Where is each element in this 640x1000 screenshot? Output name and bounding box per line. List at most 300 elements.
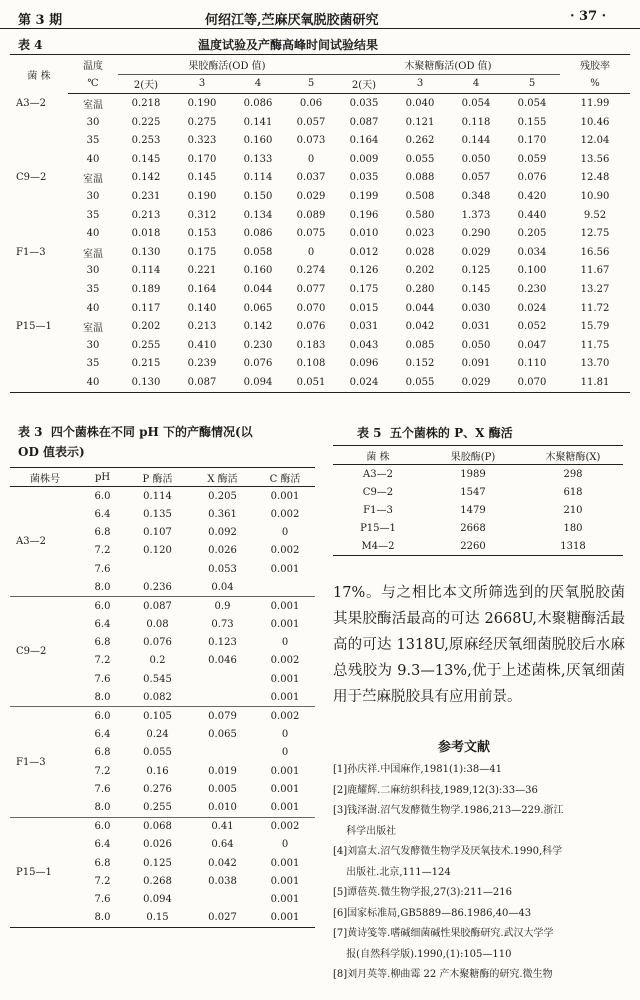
table4-cell: 0.202 (405, 265, 435, 277)
table3-cell: 0.026 (208, 545, 237, 557)
table4-cell: 0.153 (187, 228, 217, 240)
table4-cell: 0.114 (243, 172, 273, 184)
table4-strain-cell (10, 113, 68, 132)
table4-day: 5 (286, 74, 336, 94)
table4-cell: 0.030 (461, 302, 491, 314)
table4-cell: 0.150 (243, 190, 273, 202)
table4-cell: 13.70 (580, 358, 610, 370)
table4-cell: 0.183 (296, 339, 326, 351)
table3-cell: 0.120 (143, 545, 172, 557)
table4-cell: 0.073 (296, 135, 326, 147)
table5-caption: 五个菌株的 P、X 酶活 (389, 426, 513, 440)
table3-ph-cell: 7.6 (94, 893, 111, 905)
table3-ph-cell: 8.0 (80, 798, 125, 817)
table5-cell: 298 (563, 468, 583, 480)
table4-strain-cell (10, 206, 68, 225)
table3-row (10, 817, 315, 836)
body-paragraph: 17%。与之相比本文所筛选到的厌氧脱胶菌其果胶酶活最高的可达 2668U,木聚糖酶活最高的可达 1318U,原麻经厌氧细菌脱胶后水麻总残胶为 9.3—13%,优于上述菌株,厌氧细菌用于苎麻脱胶具有应用前景。 (333, 585, 625, 705)
table5-strain-cell: P15—1 (360, 522, 396, 534)
table5-cell: 180 (563, 522, 583, 534)
table4-row (10, 317, 630, 336)
table5-cell: 2260 (423, 537, 523, 556)
table4-cell: 9.52 (583, 209, 607, 221)
table4-cell: 0.059 (517, 153, 547, 165)
table4-header-xylan: 木聚糖酶活(OD 值) (336, 55, 560, 75)
reference-line: [5]谭蓓英.微生物学报,27(3):211—216 (333, 887, 512, 898)
table4-cell: 0.199 (349, 190, 379, 202)
references-title: 参考文献 (438, 740, 491, 755)
table4-header-strain: 菌 株 (10, 55, 68, 94)
table3-cell: 0.15 (125, 909, 190, 928)
table4-cell: 0.029 (296, 190, 326, 202)
table5-cell: 2668 (460, 522, 486, 534)
table4-cell: 0.055 (405, 153, 435, 165)
table3-cell: 0.41 (211, 821, 234, 833)
table4-cell: 0.133 (243, 153, 273, 165)
table4-cell: 10.90 (580, 190, 610, 202)
table4-cell: 0.028 (405, 246, 435, 258)
reference-line: [2]鹿耀辉.二麻纺织科技,1989,12(3):33—36 (333, 784, 538, 796)
table4-cell: 0.170 (517, 135, 547, 147)
table4-cell: 0.047 (517, 339, 547, 351)
table4-cell: 0.029 (448, 373, 504, 392)
table4-header-temp-unit: ℃ (68, 74, 118, 94)
table4-day: 3 (392, 74, 448, 94)
table3-caption-line1: 四个菌株在不同 pH 下的产酶情况(以 (50, 425, 253, 439)
table4-cell: 0.205 (517, 228, 547, 240)
table3-ph-cell: 7.6 (94, 783, 111, 795)
table4-row (10, 187, 630, 206)
table4-header-temp: 温度 (68, 55, 118, 75)
table4-cell: 0.009 (349, 153, 379, 165)
table4-cell: 0.142 (131, 172, 161, 184)
table4-cell: 0.050 (461, 153, 491, 165)
table4-strain-cell (10, 299, 68, 318)
table4-day: 2(天) (336, 74, 392, 94)
table4-strain-cell (10, 131, 68, 150)
table4-cell: 11.72 (580, 302, 610, 314)
table3-cell: 0.001 (270, 893, 300, 905)
table3-cell: 0.9 (214, 600, 231, 612)
table5-title (357, 424, 513, 441)
table5-header-row (333, 446, 623, 465)
table3-cell: 0 (281, 747, 289, 759)
table4-cell: 0.125 (461, 265, 491, 277)
table5-header-x: 木聚糖酶(X) (523, 446, 623, 465)
table3-cell: 0.002 (270, 711, 300, 723)
table3-cell: 0.046 (208, 655, 237, 667)
table3-cell: 0.082 (125, 688, 190, 707)
table3-cell: 0.079 (208, 711, 237, 723)
table4-temp-cell: 室温 (83, 248, 103, 260)
table3-cell: 0.001 (270, 783, 300, 795)
table4-cell: 0.057 (461, 172, 491, 184)
table4-cell: 0.164 (349, 135, 379, 147)
table3-cell: 0.001 (270, 765, 300, 777)
table4-cell: 0.145 (461, 283, 491, 295)
table4-temp-cell: 室温 (83, 323, 103, 335)
table4-cell: 0.280 (405, 283, 435, 295)
table3-cell: 0.001 (270, 673, 300, 685)
table4-cell: 16.56 (580, 246, 610, 258)
table3-strain-cell: C9—2 (10, 597, 80, 707)
table3-ph-cell: 6.4 (94, 839, 111, 851)
reference-line: [3]钱泽澍.沼气发酵微生物学.1986,213—229.浙江 (333, 805, 564, 816)
table4-cell: 0.010 (349, 228, 379, 240)
table5-strain-cell: C9—2 (362, 486, 394, 498)
table4-cell: 0.043 (349, 339, 379, 351)
table3-ph-cell: 6.4 (94, 729, 111, 741)
table3-ph-cell: 6.4 (94, 508, 111, 520)
table4-cell: 0.221 (187, 265, 217, 277)
table4-cell: 0.145 (187, 172, 217, 184)
table3-cell (190, 890, 255, 908)
table3-cell: 0.068 (143, 821, 172, 833)
table5 (333, 445, 623, 556)
table4-temp-cell: 40 (86, 302, 100, 314)
table4-cell: 0.070 (296, 302, 326, 314)
table4-cell: 0.160 (243, 135, 273, 147)
table4-cell: 0.231 (131, 190, 161, 202)
table4-temp-cell: 30 (86, 265, 100, 277)
table3-cell: 0.125 (143, 857, 172, 869)
table4-row (10, 206, 630, 225)
issue-number: 第 3 期 (18, 13, 63, 28)
table3-cell: 0.087 (143, 600, 172, 612)
table3-cell: 0.545 (143, 673, 172, 685)
reference-line: [1]孙庆祥.中国麻作,1981(1):38—41 (333, 764, 502, 775)
table5-label: 表 5 (357, 426, 382, 440)
table4-day: 5 (504, 74, 560, 94)
table4-cell: 0.108 (296, 358, 326, 370)
table4-cell: 0.262 (405, 135, 435, 147)
table4-cell: 0.274 (296, 265, 326, 277)
table3-ph-cell: 6.8 (94, 637, 111, 649)
table4-cell: 0.015 (349, 302, 379, 314)
table4-cell: 0.253 (131, 135, 161, 147)
table3-header-row (10, 468, 315, 487)
table3-ph-cell: 6.0 (94, 821, 111, 833)
table4-cell: 0.089 (296, 209, 326, 221)
table4-cell: 0.087 (349, 116, 379, 128)
table3-cell: 0.001 (255, 688, 315, 707)
table3-body (10, 487, 315, 928)
table4-day: 3 (174, 74, 230, 94)
table3-row (10, 707, 315, 726)
reference-line: 科学出版社 (333, 825, 397, 837)
table4-cell: 0.290 (461, 228, 491, 240)
table4-cell: 0.06 (299, 97, 323, 109)
table4-cell: 0.144 (461, 135, 491, 147)
table4-row (10, 150, 630, 169)
table4-cell: 0.031 (461, 321, 491, 333)
table4-cell: 0.050 (461, 339, 491, 351)
table4-cell: 0.170 (187, 153, 217, 165)
table4-cell: 0.044 (405, 302, 435, 314)
table4-cell: 15.79 (580, 321, 610, 333)
table4-strain-cell (10, 187, 68, 206)
table4-cell: 0.323 (187, 135, 217, 147)
table3-cell: 0.055 (143, 747, 172, 759)
table3-cell: 0.114 (143, 490, 172, 502)
table3-cell: 0.010 (190, 798, 255, 817)
table4-row (10, 262, 630, 281)
table4-temp-cell: 35 (86, 135, 100, 147)
table4-row (10, 243, 630, 262)
table4-row (10, 113, 630, 132)
table3-cell: 0.2 (149, 655, 166, 667)
table4-cell: 0.215 (131, 358, 161, 370)
table3-ph-cell: 6.0 (94, 490, 111, 502)
table3-cell: 0.026 (143, 839, 172, 851)
table3-cell: 0.361 (208, 508, 237, 520)
table4-row (10, 224, 630, 243)
table4-body (10, 94, 630, 393)
table4-row (10, 299, 630, 318)
table3-cell: 0.001 (270, 563, 300, 575)
table4-cell: 0.410 (187, 339, 217, 351)
reference-line: [8]刘月英等.柳曲霉 22 产木聚糖酶的研究.微生物 (333, 969, 553, 980)
table3-ph-cell: 6.4 (94, 619, 111, 631)
references-list (333, 760, 629, 986)
table5-strain-cell: A3—2 (363, 468, 393, 480)
table4-cell: 0.057 (296, 116, 326, 128)
table3-cell: 0.001 (255, 909, 315, 928)
table3-cell (125, 560, 190, 578)
table4-row (10, 336, 630, 355)
table4-row (10, 169, 630, 188)
table4-cell: 0.077 (296, 283, 326, 295)
table3-cell: 0.001 (270, 600, 300, 612)
article-running-title: 何绍江等,苎麻厌氧脱胶菌研究 (205, 13, 379, 28)
table4-strain-cell: C9—2 (16, 172, 47, 184)
table5-cell: 210 (563, 504, 583, 516)
table3-cell: 0.065 (208, 729, 237, 741)
table4-caption: 温度试验及产酶高峰时间试验结果 (198, 38, 379, 52)
table3-cell: 0.276 (143, 783, 172, 795)
table4-strain-cell (10, 280, 68, 299)
table3-cell: 0.64 (211, 839, 234, 851)
table4-strain-cell: F1—3 (16, 246, 46, 258)
table4-temp-cell: 40 (86, 228, 100, 240)
table4-cell: 0 (307, 246, 315, 258)
table3-cell: 0.002 (270, 655, 300, 667)
table4-cell: 11.81 (560, 373, 630, 392)
table4-cell: 0.255 (131, 339, 161, 351)
table3-row (10, 487, 315, 506)
table3-ph-cell: 7.6 (94, 673, 111, 685)
table3-cell: 0.002 (270, 821, 300, 833)
table3-title (18, 422, 318, 462)
table4-cell: 0.134 (243, 209, 273, 221)
table4-strain-cell (10, 150, 68, 169)
table4-strain-cell (10, 355, 68, 374)
table4-temp-cell: 35 (86, 283, 100, 295)
table3-cell (190, 744, 255, 762)
table4-temp-cell: 30 (86, 339, 100, 351)
table4-row (10, 280, 630, 299)
table4-cell: 0.152 (405, 358, 435, 370)
table4-row (10, 355, 630, 374)
reference-line: [7]黄诗笺等.嗜碱细菌碱性果胶酶研究.武汉大学学 (333, 928, 554, 939)
table4-day: 4 (230, 74, 286, 94)
table5-header-p: 果胶酶(P) (423, 446, 523, 465)
table4-cell: 0 (307, 153, 315, 165)
table4-strain-cell (10, 336, 68, 355)
table4-temp-cell: 40 (68, 373, 118, 392)
table4-strain-cell: P15—1 (16, 321, 52, 333)
reference-line: 出版社.北京,111—124 (333, 866, 451, 878)
table4-cell: 0.312 (187, 209, 217, 221)
table3-header-x: X 酶活 (190, 468, 255, 487)
table4-cell: 0.145 (131, 153, 161, 165)
table3-ph-cell: 7.2 (94, 655, 111, 667)
table4-header-residual-unit: % (560, 74, 630, 94)
table4-cell: 0.126 (349, 265, 379, 277)
table3-ph-cell: 6.8 (94, 747, 111, 759)
table4-cell: 0.117 (131, 302, 161, 314)
table4-cell: 0.070 (504, 373, 560, 392)
table4-cell: 0.275 (187, 116, 217, 128)
table4-cell: 0.175 (187, 246, 217, 258)
table4-cell: 0.058 (243, 246, 273, 258)
table4-cell: 0.118 (461, 116, 491, 128)
table4-label: 表 4 (18, 38, 43, 52)
table4-cell: 0.075 (296, 228, 326, 240)
table3-cell: 0.001 (270, 857, 300, 869)
table3-cell: 0.027 (190, 909, 255, 928)
table3-cell: 0.107 (143, 527, 172, 539)
table3-cell: 0.038 (208, 875, 237, 887)
table3-ph-cell: 7.2 (94, 765, 111, 777)
table5-row (333, 465, 623, 484)
table3-ph-cell: 8.0 (80, 688, 125, 707)
table4-cell: 0.037 (296, 172, 326, 184)
table4-cell: 0.065 (243, 302, 273, 314)
table4-cell: 10.46 (580, 116, 610, 128)
table5-row (333, 537, 623, 556)
table4-cell: 0.051 (286, 373, 336, 392)
table3-cell: 0.205 (208, 490, 237, 502)
table3-ph-cell: 6.0 (94, 600, 111, 612)
table3-strain-cell: A3—2 (10, 487, 80, 597)
table4-temp-cell: 室温 (83, 174, 103, 186)
table3-cell: 0.001 (270, 490, 300, 502)
table4-cell: 0.213 (187, 321, 217, 333)
table3-header-strain: 菌株号 (10, 468, 80, 487)
table4-cell: 0.085 (405, 339, 435, 351)
table4-cell: 0.076 (296, 321, 326, 333)
table4-cell: 0.012 (349, 246, 379, 258)
table4-cell: 11.67 (580, 265, 610, 277)
table4-strain-cell (10, 373, 68, 392)
table3-caption-line2: OD 值表示) (18, 445, 85, 459)
table4-cell: 12.75 (580, 228, 610, 240)
table4-cell: 0.052 (517, 321, 547, 333)
table4-cell: 0.348 (461, 190, 491, 202)
table3-header-ph: pH (80, 468, 125, 487)
table3-cell: 0.236 (125, 578, 190, 597)
table3-cell: 0.001 (255, 798, 315, 817)
table5-header-strain: 菌 株 (333, 446, 423, 465)
table4-cell: 0.121 (405, 116, 435, 128)
table3-ph-cell: 8.0 (80, 578, 125, 597)
table4-strain-cell: A3—2 (16, 97, 46, 109)
table3-ph-cell: 7.6 (94, 563, 111, 575)
table4-cell: 0.202 (131, 321, 161, 333)
table4-cell: 0.580 (405, 209, 435, 221)
table3-cell: 0.019 (208, 765, 237, 777)
table3-cell: 0.08 (146, 619, 169, 631)
table4-cell: 0.040 (405, 97, 435, 109)
table3-cell: 0.001 (270, 619, 300, 631)
table3-cell: 0.268 (143, 875, 172, 887)
table3 (10, 467, 315, 928)
table3-cell: 0.001 (270, 875, 300, 887)
table3-cell: 0 (281, 729, 289, 741)
table4-temp-cell: 30 (86, 190, 100, 202)
table4-cell: 0.190 (187, 190, 217, 202)
table4-cell: 0.155 (517, 116, 547, 128)
table4-day: 4 (448, 74, 504, 94)
table3-ph-cell: 6.0 (94, 711, 111, 723)
table4-row (10, 131, 630, 150)
table4 (10, 54, 630, 393)
table4-cell: 0.164 (187, 283, 217, 295)
table4-cell: 12.48 (580, 172, 610, 184)
table4-row (10, 373, 630, 392)
running-header (0, 6, 640, 29)
table3-cell: 0.16 (146, 765, 169, 777)
table3-strain-cell: F1—3 (10, 707, 80, 817)
table3-cell: 0.135 (143, 508, 172, 520)
table3-cell (255, 578, 315, 597)
table3-ph-cell: 7.2 (94, 875, 111, 887)
table4-cell: 11.75 (580, 339, 610, 351)
table3-header-p: P 酶活 (125, 468, 190, 487)
table3-cell: 0.04 (190, 578, 255, 597)
reference-line: [4]刘富太.沼气发酵微生物学及厌氧技术.1990,科学 (333, 846, 563, 857)
table4-cell: 0.094 (230, 373, 286, 392)
table4-cell: 0.054 (461, 97, 491, 109)
table4-cell: 0.029 (461, 246, 491, 258)
table4-cell: 0.044 (243, 283, 273, 295)
table5-cell: 1479 (460, 504, 486, 516)
table4-cell: 0.024 (517, 302, 547, 314)
table4-cell: 0.508 (405, 190, 435, 202)
table3-cell: 0.123 (208, 637, 237, 649)
table4-cell: 0.230 (243, 339, 273, 351)
table3-cell (190, 670, 255, 688)
table3-cell: 0.092 (208, 527, 237, 539)
table3-cell: 0.24 (146, 729, 169, 741)
table4-row (10, 94, 630, 113)
table3-cell: 0.105 (143, 711, 172, 723)
table4-cell: 12.04 (580, 135, 610, 147)
table4-cell: 0.218 (131, 97, 161, 109)
table4-cell: 0.114 (131, 265, 161, 277)
table4-cell: 0.190 (187, 97, 217, 109)
table3-ph-cell: 7.2 (94, 545, 111, 557)
table4-cell: 0.031 (349, 321, 379, 333)
table3-row (10, 597, 315, 616)
table4-cell: 0.034 (517, 246, 547, 258)
table3-cell: 0.255 (125, 798, 190, 817)
table4-cell: 13.27 (580, 283, 610, 295)
table4-cell: 0.091 (461, 358, 491, 370)
table5-strain-cell: F1—3 (363, 504, 393, 516)
table3-ph-cell: 8.0 (80, 909, 125, 928)
